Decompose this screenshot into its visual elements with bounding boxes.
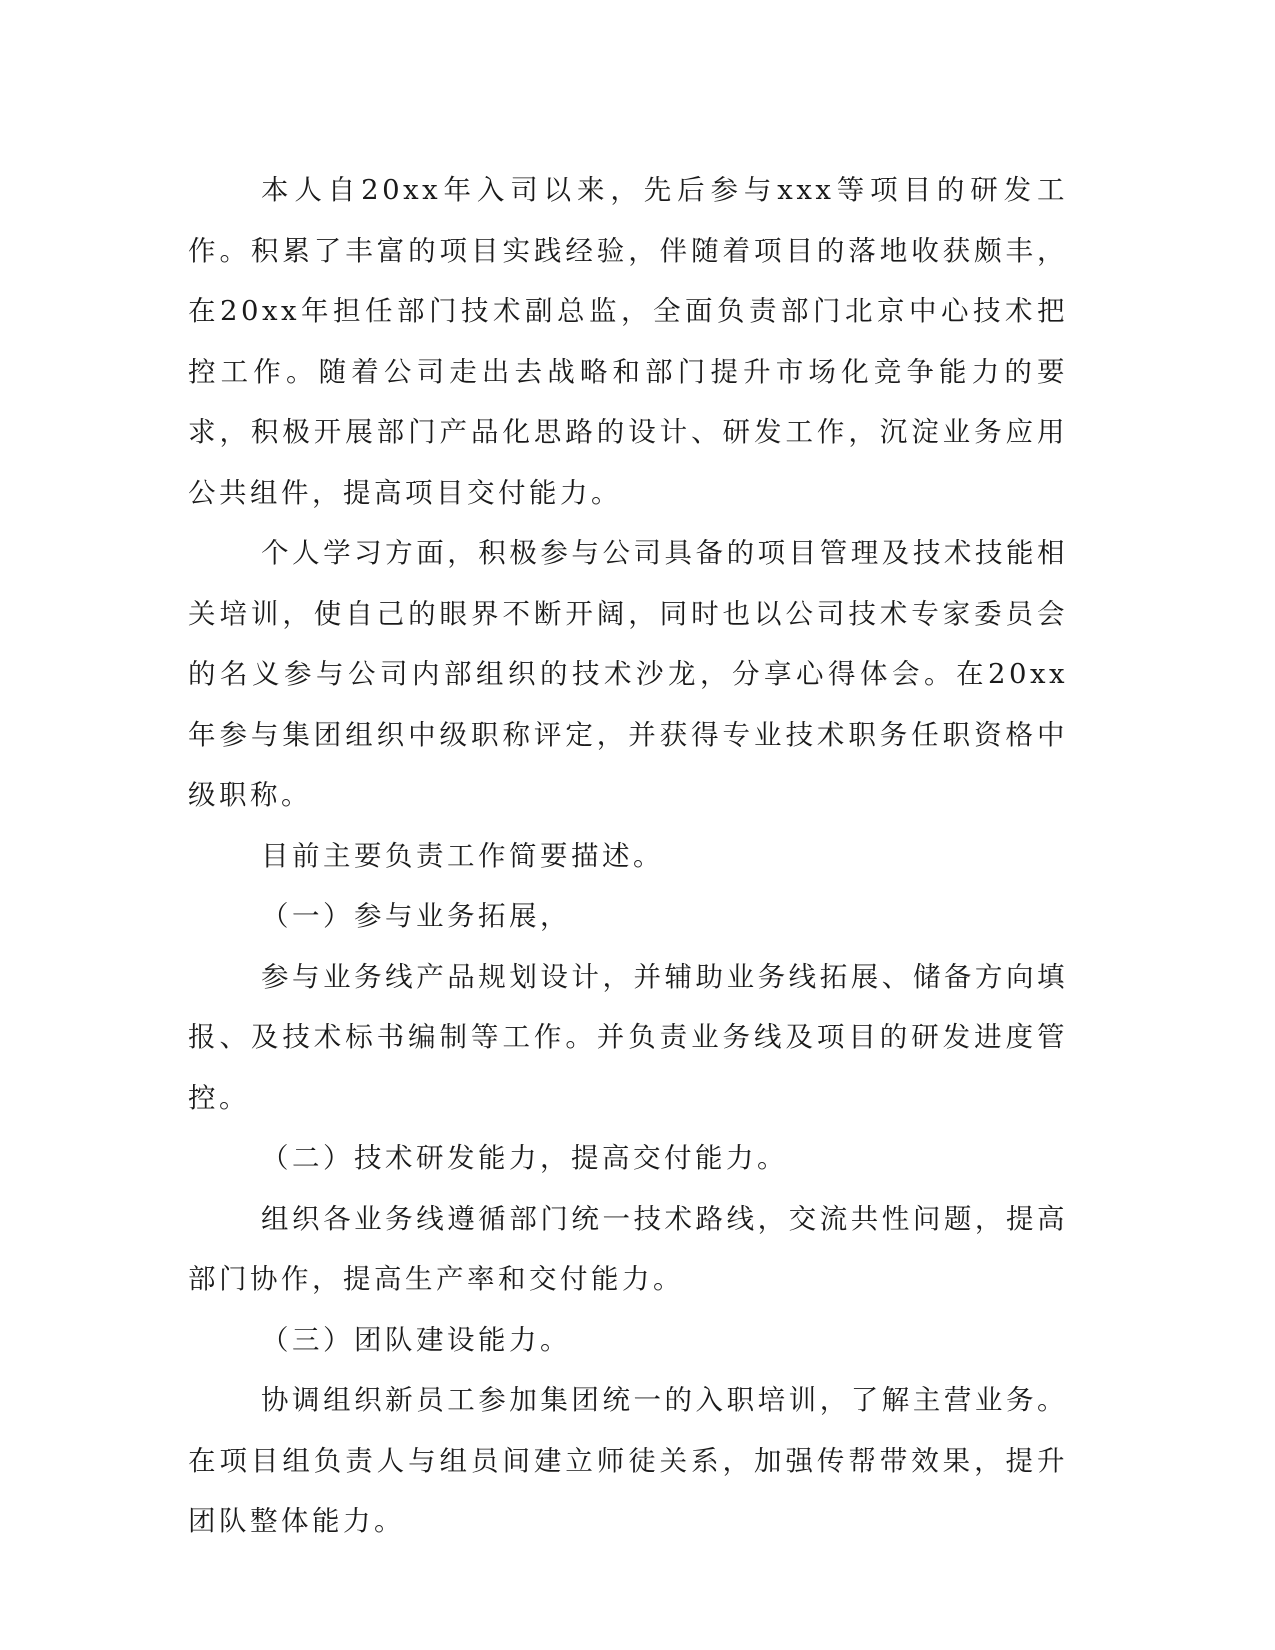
heading-business-expansion: （一）参与业务拓展， [261, 900, 571, 932]
heading-rd-capability: （二）技术研发能力，提高交付能力。 [261, 1142, 788, 1174]
heading-team-building: （三）团队建设能力。 [261, 1323, 571, 1356]
paragraph-personal-learning: 个人学习方面，积极参与公司具备的项目管理及技术技能相关培训，使自己的眼界不断开阔，同时也以公司技术专家委员会的名义参与公司内部组织的技术沙龙，分享心得体会。在20xx年参与集团组织中级职称评定，并获得专业技术职务任职资格中级职称。 [188, 537, 1068, 811]
document-body [188, 160, 1068, 1552]
paragraph-team-building: 协调组织新员工参加集团统一的入职培训，了解主营业务。在项目组负责人与组员间建立师徒关系，加强传帮带效果，提升团队整体能力。 [188, 1384, 1068, 1537]
paragraph-rd-capability: 组织各业务线遵循部门统一技术路线，交流共性问题，提高部门协作，提高生产率和交付能力。 [188, 1202, 1068, 1295]
paragraph-current-duties-intro: 目前主要负责工作简要描述。 [261, 839, 664, 872]
paragraph-business-expansion: 参与业务线产品规划设计，并辅助业务线拓展、储备方向填报、及技术标书编制等工作。并负责业务线及项目的研发进度管控。 [188, 960, 1068, 1114]
paragraph-work-history: 本人自20xx年入司以来，先后参与xxx等项目的研发工作。积累了丰富的项目实践经验，伴随着项目的落地收获颇丰，在20xx年担任部门技术副总监，全面负责部门北京中心技术把控工作。随着公司走出去战略和部门提升市场化竞争能力的要求，积极开展部门产品化思路的设计、研发工作，沉淀业务应用公共组件，提高项目交付能力。 [188, 174, 1068, 509]
